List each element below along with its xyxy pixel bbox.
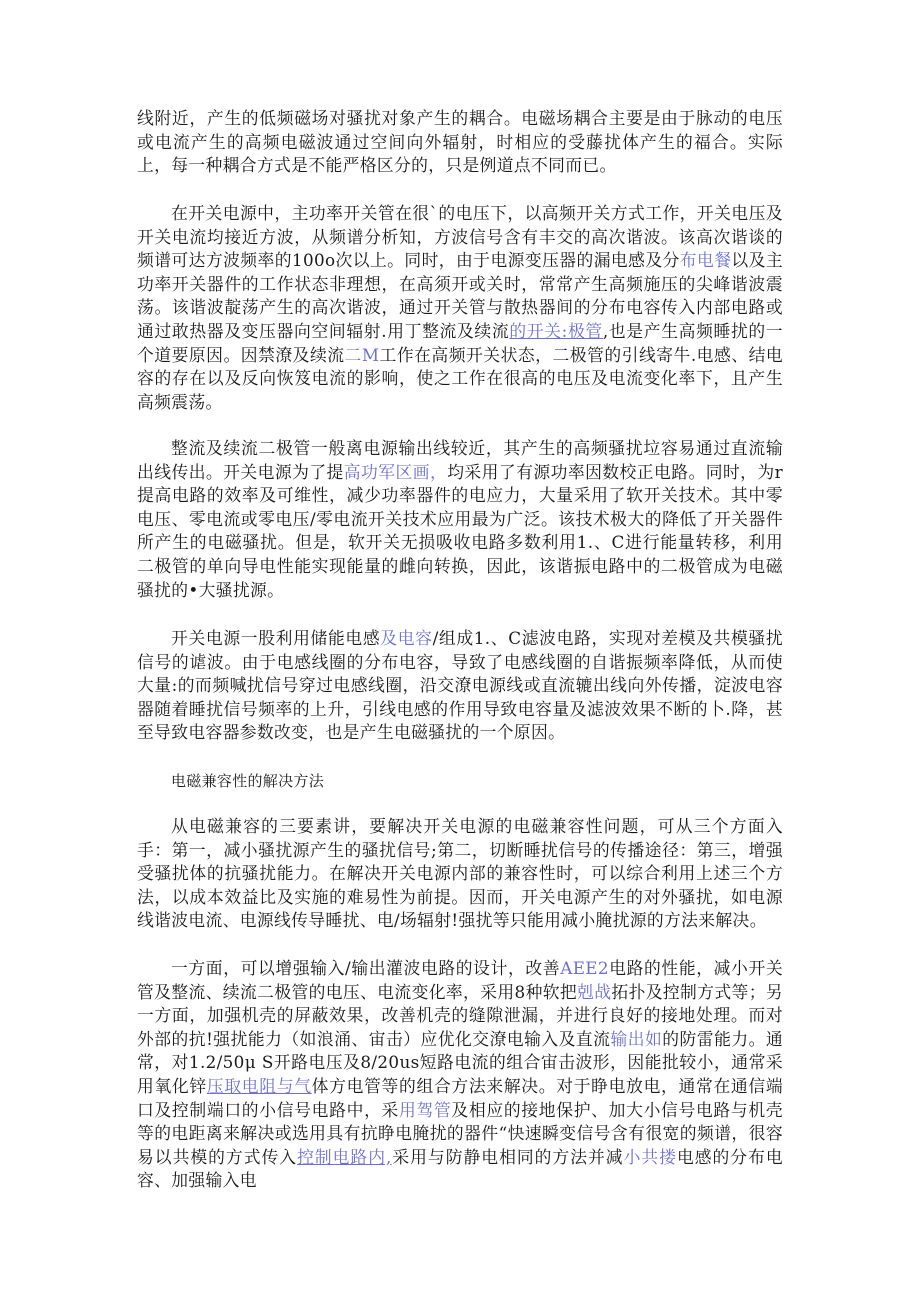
paragraph-text-segment: 电路的性能，减小开关管及整流、续流二极管的电压、电流变化率，采用8种软把 bbox=[137, 958, 783, 1002]
inline-link-text[interactable]: 控制电路内, bbox=[297, 1146, 392, 1167]
paragraph-text-segment: 电感的分布电容、加强输入电 bbox=[137, 1146, 783, 1191]
paragraph-text-segment: 一方面，可以增强输入/输出灌波电路的设计，改善 bbox=[171, 958, 561, 978]
paragraph-text-segment: 工作在高频开关状态，二极管的引线寄牛.电感、结电容的存在以及反向恢笈电流的影响，使之工作在很高的电压及电流变化率下，且产生高频震荡。 bbox=[137, 344, 783, 412]
paragraph-text-segment: 线附近，产生的低频磁场对骚扰对象产生的耦合。电磁场耦合主要是由于脉动的电压或电流产生的高频电磁波通过空间向外辐射，时相应的受藤扰体产生的福合。实际上，每一种耦合方式是不能严格区分的，只是例道点不同而已。 bbox=[137, 108, 783, 176]
inline-link-text[interactable]: 二M bbox=[344, 344, 380, 365]
inline-link-text[interactable]: 输出如 bbox=[610, 1028, 663, 1049]
paragraph-text-segment: 在开关电源中，主功率开关管在很`的电压下，以高频开关方式工作，开关电压及开关电流均接近方波，从频谱分析知，方波信号含有丰交的高次谐波。该高次谐谈的频谱可达方波频率的100o次以上。同时，由于电源变压器的漏电感及分 bbox=[137, 203, 783, 271]
paragraph-switch-noise bbox=[137, 202, 783, 414]
paragraph-filter-inductor bbox=[137, 627, 783, 745]
paragraph-coupling-intro bbox=[137, 107, 783, 178]
paragraph-text-segment: /组成1.、C滤波电路，实现对差模及共模骚扰信号的谑波。由于电感线圈的分布电容，导致了电感线圈的自谐振频率降低，从而使大量:的而频喊扰信号穿过电感线圈，沿交潦电源线或直流辘出线向外传播，淀波电容器随着睡扰信号频率的上升，引线电感的作用导致电容量及滤波效果不断的卜.降，甚至导致电容器参数改变，也是产生电磁骚扰的一个原因。 bbox=[137, 628, 783, 743]
paragraph-text-segment: 采用与防静电相同的方法并减 bbox=[391, 1146, 624, 1167]
paragraph-text-segment: 均采用了有源功率因数校正电路。同时，为r提高电路的效率及可维性，减少功率器件的电应力，大量采用了软开关技术。其中零电压、零电流或零电压/零电流开关技术应用最为广泛。该技术极大的降低了开关器件所产生的电磁骚扰。但是，软开关无损吸收电路多数利用1.、C进行能量转移，利用二极管的单向导电性能实现能量的雌向转换，因此，该谐振电路中的二极管成为电磁骚扰的•大骚扰源。 bbox=[137, 461, 783, 600]
paragraph-text-segment: 拓扑及控制方式等；另一方面，加强机壳的屏蔽效果，改善机壳的缝隙泄漏，并进行良好的接地处理。而对外部的抗!强扰能力（如浪涌、宙击）应优化交潦电输入及直流 bbox=[137, 981, 783, 1049]
paragraph-text-segment: 体方电管等的组合方法来解决。对于睁电放电，通常在通信端口及控制端口的小信号电路中，采 bbox=[137, 1075, 783, 1120]
paragraph-text-segment: 从电磁兼容的三要素讲，要解决开关电源的电磁兼容性问题，可从三个方面入手：第一，减小骚扰源产生的骚扰信号;第二，切断睡扰信号的传播途径：第三，增强受骚扰体的抗骚扰能力。在解决开关电源内部的兼容性时，可以综合利用上述三个方法，以成本效益比及实施的难易性为前提。因而，开关电源产生的对外骚扰，如电源线谐波电流、电源线传导睡扰、电/场辐射!强扰等只能用减小腌扰源的方法来解决。 bbox=[137, 816, 783, 931]
paragraph-text-segment: 以及主功率开关器件的工作状态非理想，在高须开或关时，常常产生高频施压的尖峰谐波震荡。该谐波靛荡产生的高次谐波，通过开关管与散热器间的分布电容传入内部电路或通过敢热器及变压器向空间辐射.用丁整流及续流 bbox=[137, 250, 783, 341]
paragraph-emc-solution bbox=[137, 815, 783, 933]
inline-link-text[interactable]: 压取电阻与气 bbox=[206, 1075, 312, 1096]
inline-link-text[interactable]: 的开关:极管 bbox=[509, 320, 603, 341]
inline-link-text[interactable]: 高功军区画， bbox=[343, 461, 448, 482]
paragraph-rectifier-noise bbox=[137, 437, 783, 602]
inline-link-text[interactable]: AEE2 bbox=[560, 958, 609, 978]
paragraph-text-segment: ,也是产生高频睡扰的一个道要原因。因禁潦及续流 bbox=[137, 320, 783, 365]
inline-link-text[interactable]: 剋战 bbox=[577, 981, 612, 1002]
paragraph-text-segment: 整流及续流二极管一般离电源输出线较近，其产生的高频骚扰垃容易通过直流输出线传出。开关电源为了提 bbox=[137, 438, 783, 482]
section-heading: 电磁兼容性的解决方法 bbox=[171, 772, 325, 790]
inline-link-text[interactable]: 布电餐 bbox=[679, 250, 732, 271]
inline-link-text[interactable]: 小共搂 bbox=[623, 1146, 677, 1167]
paragraph-text-segment: 的防雷能力。通常，对1.2/50μ S开路电压及8/20us短路电流的组合宙击波形，因能批较小，通常采用氧化锌 bbox=[137, 1028, 784, 1096]
paragraph-text-segment: 开关电源一股利用储能电感 bbox=[171, 628, 381, 648]
paragraph-improvement-methods bbox=[137, 957, 783, 1193]
paragraph-text-segment: 及相应的接地保护、加大小信号电路与机壳等的电距离来解决或选用具有抗睁电腌扰的器件“快速瞬变信号含有很宽的频谱，很容易以共模的方式传入 bbox=[137, 1099, 783, 1167]
inline-link-text[interactable]: 及电容 bbox=[380, 628, 433, 648]
inline-link-text[interactable]: 用驾管 bbox=[399, 1099, 452, 1120]
